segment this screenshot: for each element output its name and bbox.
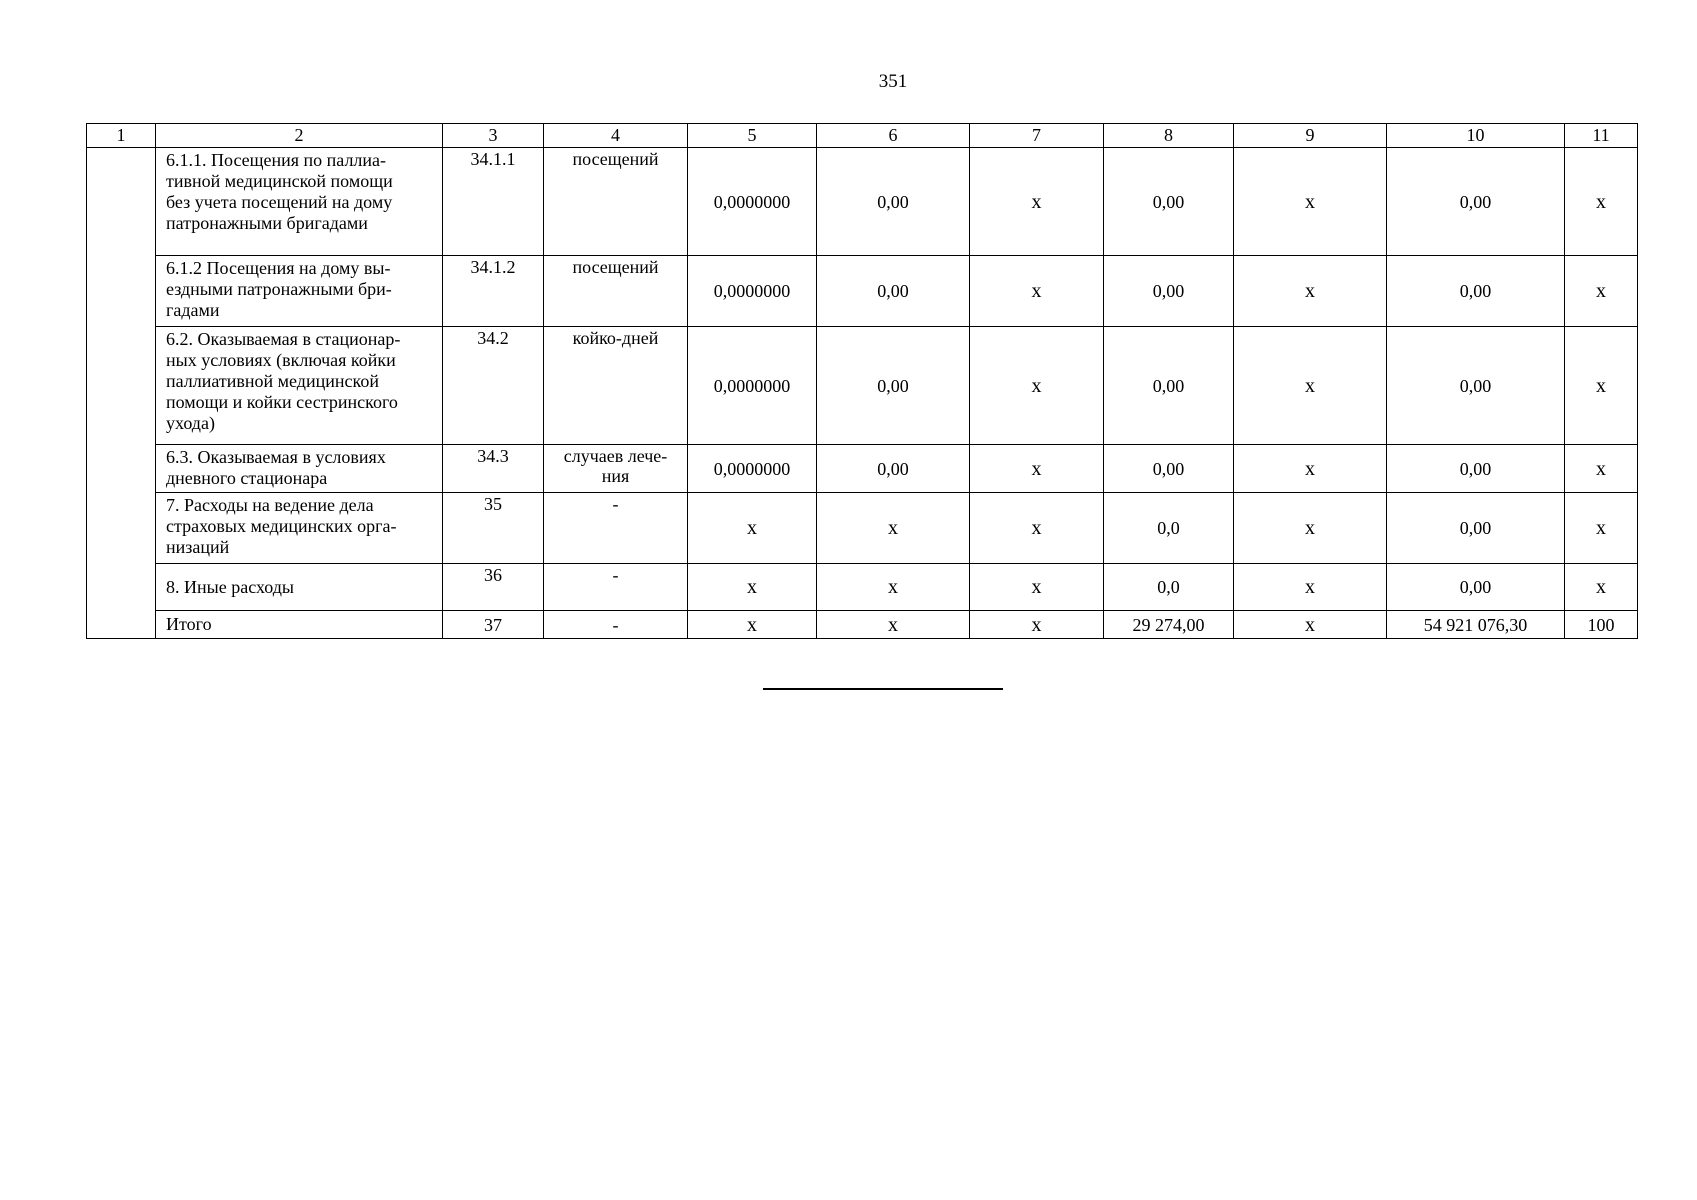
column-header: 1 (87, 124, 156, 148)
cell-col-7: х (970, 445, 1104, 493)
cell-col-8: 0,00 (1104, 327, 1234, 445)
row-unit: койко-дней (544, 327, 688, 445)
data-table (86, 123, 1638, 639)
row-name: 7. Расходы на ведение дела страховых медицинских орга- низаций (156, 493, 443, 564)
cell-col-7: х (970, 148, 1104, 256)
cell-col-8: 29 274,00 (1104, 611, 1234, 639)
cell-col-8: 0,00 (1104, 256, 1234, 327)
page-number: 351 (878, 71, 908, 92)
cell-col-8: 0,0 (1104, 493, 1234, 564)
cell-col-7: х (970, 327, 1104, 445)
column-header: 3 (443, 124, 544, 148)
cell-col-5: х (688, 493, 817, 564)
cell-col-9: х (1234, 256, 1387, 327)
cell-col-6: х (817, 611, 970, 639)
cell-col-8: 0,00 (1104, 445, 1234, 493)
cell-col-11: х (1565, 445, 1638, 493)
cell-col-11: х (1565, 148, 1638, 256)
row-code: 36 (443, 564, 544, 611)
cell-col-11: х (1565, 327, 1638, 445)
column-header: 2 (156, 124, 443, 148)
cell-col-10: 54 921 076,30 (1387, 611, 1565, 639)
table-row (87, 148, 1638, 256)
column-header: 7 (970, 124, 1104, 148)
cell-col-10: 0,00 (1387, 445, 1565, 493)
row-unit: - (544, 493, 688, 564)
column-header: 6 (817, 124, 970, 148)
cell-col-9: х (1234, 148, 1387, 256)
cell-col-5: 0,0000000 (688, 148, 817, 256)
column-header: 9 (1234, 124, 1387, 148)
cell-col-5: х (688, 564, 817, 611)
cell-col-9: х (1234, 327, 1387, 445)
column-header: 8 (1104, 124, 1234, 148)
row-code: 37 (443, 611, 544, 639)
row-name: 6.1.1. Посещения по паллиа- тивной медицинской помощи без учета посещений на дому патронажными бригадами (156, 148, 443, 256)
cell-col-5: х (688, 611, 817, 639)
cell-col-11: 100 (1565, 611, 1638, 639)
cell-col-9: х (1234, 564, 1387, 611)
total-row (87, 611, 1638, 639)
column-header: 11 (1565, 124, 1638, 148)
row-unit: посещений (544, 256, 688, 327)
row-name: Итого (156, 611, 443, 639)
row-unit: - (544, 564, 688, 611)
row-code: 34.1.2 (443, 256, 544, 327)
cell-col-10: 0,00 (1387, 148, 1565, 256)
cell-col-11: х (1565, 493, 1638, 564)
cell-col-6: 0,00 (817, 256, 970, 327)
cell-col-6: х (817, 493, 970, 564)
cell-col-6: 0,00 (817, 327, 970, 445)
cell-col-6: 0,00 (817, 148, 970, 256)
cell-col-8: 0,0 (1104, 564, 1234, 611)
cell-col-7: х (970, 611, 1104, 639)
cell-col-10: 0,00 (1387, 564, 1565, 611)
row-name: 6.3. Оказываемая в условиях дневного стационара (156, 445, 443, 493)
cell-col-10: 0,00 (1387, 327, 1565, 445)
cell-col-11: х (1565, 256, 1638, 327)
row-unit: - (544, 611, 688, 639)
row-code: 34.3 (443, 445, 544, 493)
row-code: 35 (443, 493, 544, 564)
row-name: 8. Иные расходы (156, 564, 443, 611)
column-header: 5 (688, 124, 817, 148)
cell-col-10: 0,00 (1387, 256, 1565, 327)
cell-col-9: х (1234, 493, 1387, 564)
section-cell (87, 148, 156, 639)
cell-col-9: х (1234, 611, 1387, 639)
cell-col-7: х (970, 256, 1104, 327)
cell-col-5: 0,0000000 (688, 327, 817, 445)
cell-col-5: 0,0000000 (688, 256, 817, 327)
row-code: 34.1.1 (443, 148, 544, 256)
cell-col-8: 0,00 (1104, 148, 1234, 256)
cell-col-7: х (970, 493, 1104, 564)
table-row (87, 256, 1638, 327)
column-header: 10 (1387, 124, 1565, 148)
end-rule (763, 688, 1003, 690)
cell-col-6: 0,00 (817, 445, 970, 493)
cell-col-5: 0,0000000 (688, 445, 817, 493)
row-unit: случаев лече- ния (544, 445, 688, 493)
table-row (87, 327, 1638, 445)
cell-col-7: х (970, 564, 1104, 611)
row-name: 6.2. Оказываемая в стационар- ных условиях (включая койки паллиативной медицинской помощи и койки сестринского ухода) (156, 327, 443, 445)
row-unit: посещений (544, 148, 688, 256)
table-row (87, 493, 1638, 564)
cell-col-11: х (1565, 564, 1638, 611)
column-header: 4 (544, 124, 688, 148)
column-number-row (87, 124, 1638, 148)
cell-col-9: х (1234, 445, 1387, 493)
table-row (87, 564, 1638, 611)
cell-col-10: 0,00 (1387, 493, 1565, 564)
row-code: 34.2 (443, 327, 544, 445)
row-name: 6.1.2 Посещения на дому вы- ездными патронажными бри- гадами (156, 256, 443, 327)
cell-col-6: х (817, 564, 970, 611)
table-row (87, 445, 1638, 493)
